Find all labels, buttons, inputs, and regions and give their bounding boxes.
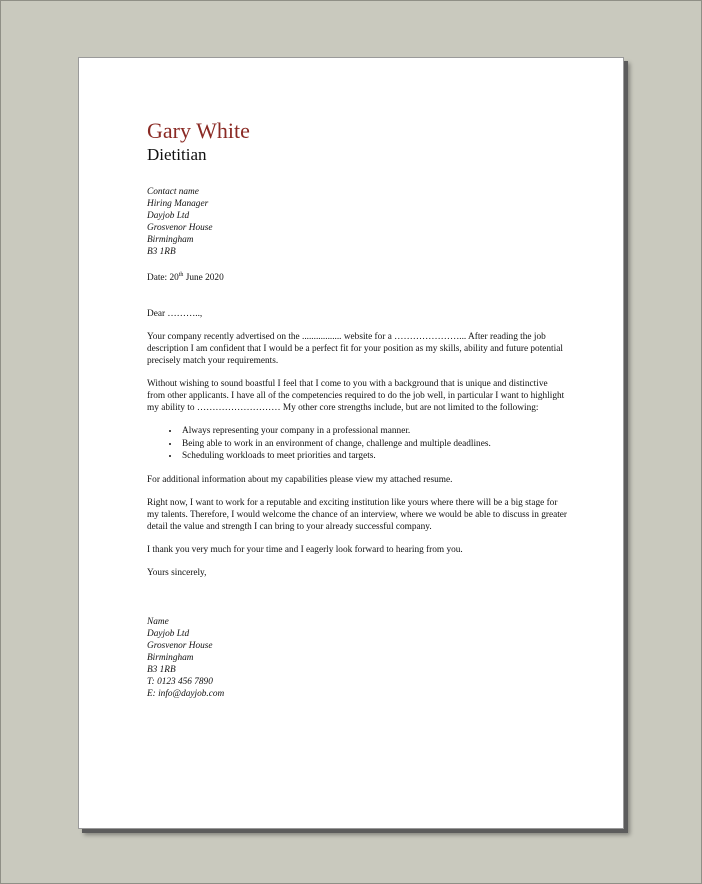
recipient-address: [147, 186, 567, 258]
signature-line: B3 1RB: [147, 664, 176, 675]
applicant-name: Gary White: [147, 118, 250, 143]
recipient-line: Contact name: [147, 187, 199, 197]
date-suffix: June 2020: [183, 273, 224, 284]
paragraph-thanks: I thank you very much for your time and I eagerly look forward to hearing from you.: [147, 544, 463, 555]
signature-line: Name: [147, 616, 169, 627]
paragraph-background: Without wishing to sound boastful I feel that I come to you with a background that is unique and distinctive from other applicants. I have all of the competencies required to do the job well, in particular I want to highlight my ability to ……………………… My other core strengths include, but are not limited to the following:: [147, 379, 565, 414]
signature-email: E: info@dayjob.com: [147, 688, 225, 699]
date-prefix: Date: 20: [147, 273, 179, 284]
letter-date: [147, 269, 567, 284]
recipient-line: Grosvenor House: [147, 223, 213, 233]
list-item: • Scheduling workloads to meet priorities and targets.: [180, 450, 567, 463]
recipient-line: Birmingham: [147, 235, 194, 245]
list-item: • Always representing your company in a professional manner.: [180, 425, 567, 438]
list-item: • Being able to work in an environment of change, challenge and multiple deadlines.: [180, 438, 567, 451]
salutation: Dear ………..,: [147, 309, 203, 320]
signoff: Yours sincerely,: [147, 567, 207, 578]
recipient-line: Dayjob Ltd: [147, 211, 190, 221]
signature-block: [147, 616, 567, 700]
signature-line: Dayjob Ltd: [147, 628, 190, 639]
signature-line: Birmingham: [147, 652, 194, 663]
letter-content: [147, 118, 567, 700]
signature-phone: T: 0123 456 7890: [147, 676, 213, 687]
paragraph-resume: For additional information about my capabilities please view my attached resume.: [147, 474, 453, 485]
paragraph-intro: Your company recently advertised on the ................. website for a …………………... After reading the job description I am confident that I would be a perfect fit for your position as my skills, ability and future potential precisely match your requirements.: [147, 332, 563, 367]
paragraph-interview: Right now, I want to work for a reputable and exciting institution like yours where there will be a big stage for my talents. Therefore, I would welcome the chance of an interview, where we would be able to discuss in greater detail the value and strength I can bring to your already successful company.: [147, 497, 568, 532]
letter-page: [78, 57, 624, 829]
applicant-job-title: Dietitian: [147, 145, 207, 164]
recipient-line: B3 1RB: [147, 247, 176, 257]
recipient-line: Hiring Manager: [147, 199, 209, 209]
strengths-list: [147, 425, 567, 463]
signature-line: Grosvenor House: [147, 640, 213, 651]
date-ordinal: th: [178, 272, 184, 278]
